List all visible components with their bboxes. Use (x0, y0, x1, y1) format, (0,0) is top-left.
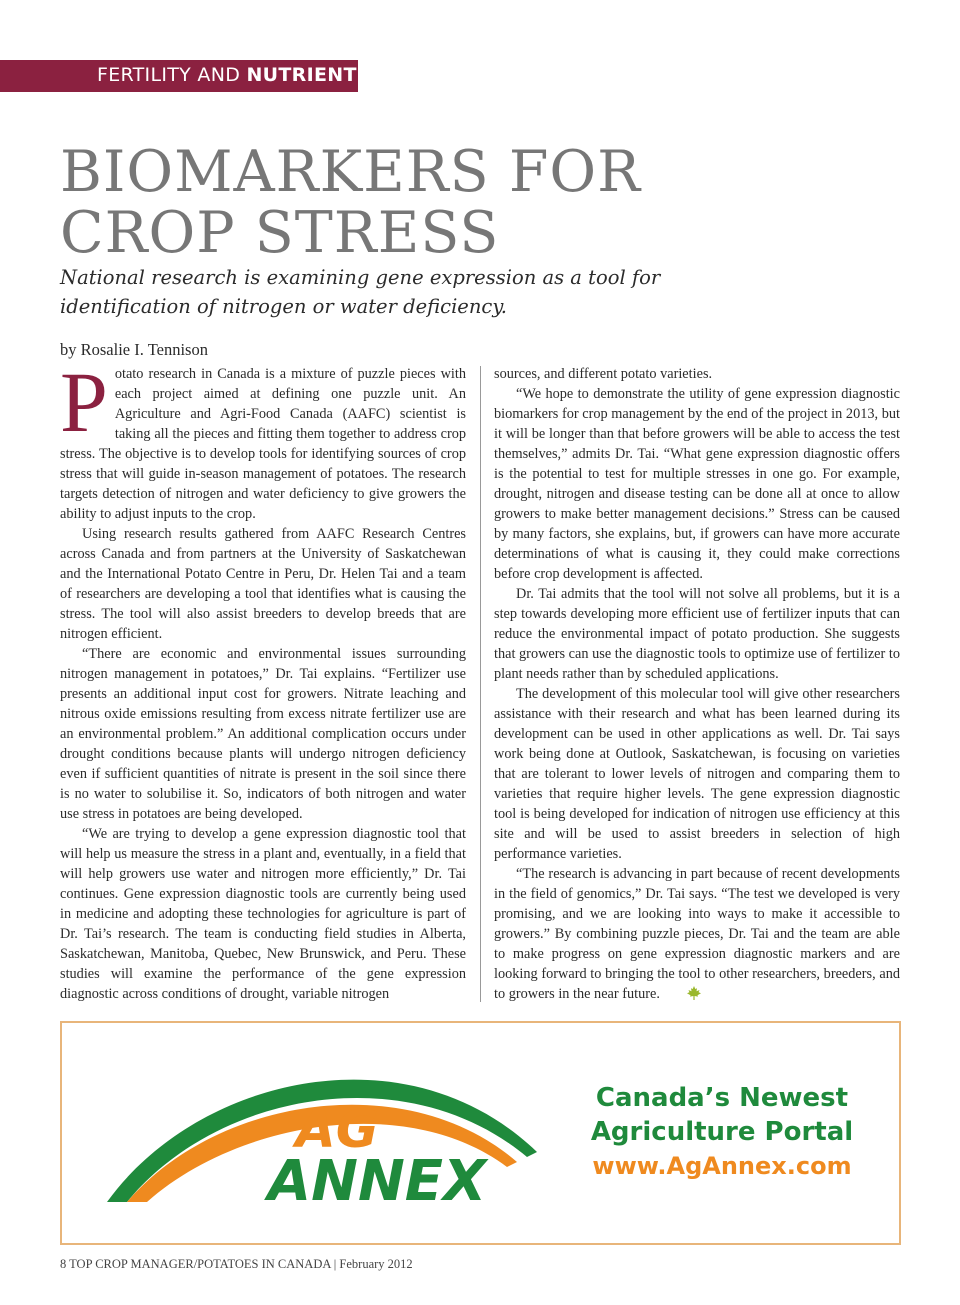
ad-headline-2: Agriculture Portal (590, 1117, 854, 1147)
paragraph (60, 354, 466, 524)
article-title-line1: BIOMARKERS FOR (60, 139, 642, 205)
article-column-right (494, 364, 900, 1007)
paragraph: Using research results gathered from AAFC Research Centres across Canada and from partners at the University of Saskatchewan and the International Potato Centre in Peru, Dr. Helen Tai and a team of researchers are developing a tool that identifies what is causing the stress. The tool will also assist breeders to develop breeds that are nitrogen efficient. (60, 526, 466, 642)
ad-headline-1: Canada’s Newest (595, 1083, 849, 1113)
advertisement[interactable] (60, 1021, 901, 1245)
paragraph-text: “The research is advancing in part because of recent developments in the field of genomics,” Dr. Tai says. “The test we developed is very promising, and we are looking into ways to make it accessible to growers.” By combining puzzle pieces, Dr. Tai and the team are able to make progress on gene expression diagnostic markers and are looking forward to bringing the tool to other researchers, breeders, and to growers in the near future. (494, 866, 900, 1002)
logo-annex-text: ANNEX (267, 1149, 487, 1207)
article-title-line2: CROP STRESS (60, 200, 500, 266)
article-subtitle: National research is examining gene expression as a tool for identification of nitrogen or water deficiency. (60, 266, 661, 318)
paragraph: “We hope to demonstrate the utility of gene expression diagnostic biomarkers for crop management by the end of the project in 2013, but it will be longer than that before growers will be able to access the test themselves,” admits Dr. Tai. “What gene expression diagnostic offers is the potential to test for multiple stresses in one go. For example, drought, nitrogen and disease testing can be done all at once to allow growers to make better management decisions.” Stress can be caused by many factors, she explains, but, if growers can have more accurate determinations of what is causing it, they could make corrections before crop development is affected. (494, 386, 900, 582)
paragraph: “We are trying to develop a gene expression diagnostic tool that will help us measure the stress in a plant and, eventually, in a field that will help growers use water and nitrogen more efficiently,” Dr. Tai continues. Gene expression diagnostic tools are currently being used in medicine and adopting these technologies for agriculture is part of Dr. Tai’s research. The team is conducting field studies in Alberta, Saskatchewan, Manitoba, Quebec, New Brunswick, and Peru. These studies will examine the performance of the gene expression diagnostic across conditions of drought, variable nitrogen (60, 826, 466, 1002)
column-divider (480, 366, 481, 1002)
ad-text (582, 1081, 862, 1183)
drop-cap: P (60, 354, 108, 450)
section-tag-bold: NUTRIENTS (246, 64, 371, 86)
section-tag (0, 60, 371, 92)
paragraph: “There are economic and environmental issues surrounding nitrogen management in potatoes,” Dr. Tai explains. “Fertilizer use presents an additional input cost for growers. Nitrate leaching and nitrous oxide emissions resulting from excess nitrate fertilizer use are an environmental problem.” An additional complication occurs under drought conditions because plants will undergo nitrogen deficiency even if sufficient quantities of nitrate is present in the soil since there is no water to solubilise it. So, indicators of both nitrogen and water use stress in potatoes are being developed. (60, 646, 466, 822)
logo-ag-text: AG (295, 1100, 379, 1160)
article-title (60, 139, 760, 266)
page-footer: 8 TOP CROP MANAGER/POTATOES IN CANADA | February 2012 (60, 1257, 413, 1271)
article-byline: by Rosalie I. Tennison (60, 340, 208, 359)
paragraph-text: otato research in Canada is a mixture of puzzle pieces with each project aimed at defining one puzzle unit. An Agriculture and Agri-Food Canada (AAFC) scientist is taking all the pieces and fitting them together to address crop stress. The objective is to develop tools for identifying sources of crop stress that will guide in-season management of potatoes. The research targets detection of nitrogen and water deficiency to give growers the ability to adjust inputs to the crop. (60, 366, 466, 522)
paragraph: Dr. Tai admits that the tool will not solve all problems, but it is a step towards developing more efficient use of fertilizer inputs that can reduce the environmental impact of potato production. She suggests that growers can use the diagnostic tools to optimize use of fertilizer to plant needs rather than by scheduled applications. (494, 586, 900, 682)
paragraph (494, 864, 900, 1007)
paragraph: The development of this molecular tool will give other researchers assistance with their research and what has been learned during its development can be used in other applications as well. Dr. Tai says work being done at Outlook, Saskatchewan, is focusing on varieties that are tolerant to lower levels of nitrogen and comparing them to varieties that require higher levels. The gene expression diagnostic tool is being developed for indication of nitrogen use efficiency at this site and will be used to assist breeders in selection of high performance varieties. (494, 686, 900, 862)
section-tag-light: FERTILITY AND (97, 64, 247, 86)
ag-annex-logo (107, 1037, 567, 1207)
maple-leaf-icon (664, 985, 702, 1007)
paragraph: sources, and different potato varieties. (494, 366, 713, 382)
ad-url-link[interactable]: www.AgAnnex.com (592, 1152, 852, 1180)
article-column-left (60, 354, 466, 1004)
